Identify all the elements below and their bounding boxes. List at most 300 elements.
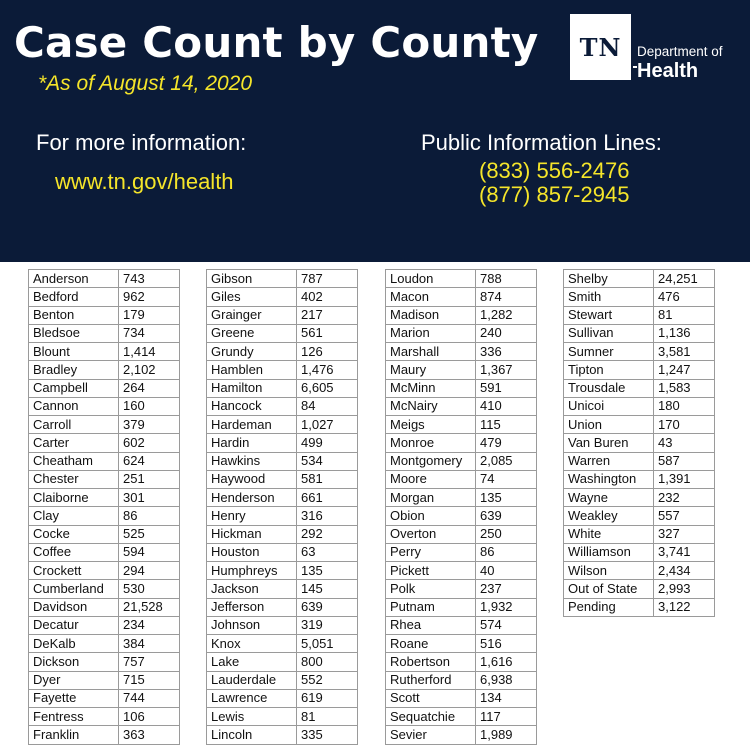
case-count: 594 [119,543,180,561]
case-count: 84 [297,397,358,415]
case-count: 379 [119,416,180,434]
table-row [386,361,537,379]
table-row [564,598,715,616]
table-row [564,343,715,361]
case-count: 3,122 [654,598,715,616]
county-name: Cannon [29,397,119,415]
table-row [386,671,537,689]
county-name: Marion [386,324,476,342]
county-name: Lake [207,653,297,671]
case-count: 516 [476,635,537,653]
county-name: Humphreys [207,562,297,580]
case-count: 787 [297,270,358,288]
county-name: Houston [207,543,297,561]
case-count: 499 [297,434,358,452]
county-name: Bradley [29,361,119,379]
county-name: Perry [386,543,476,561]
case-count: 180 [654,397,715,415]
table-row [386,598,537,616]
table-row [29,416,180,434]
county-name: Henderson [207,489,297,507]
table-row [29,470,180,488]
county-name: Hickman [207,525,297,543]
table-row [207,470,358,488]
table-row [564,470,715,488]
case-count: 126 [297,343,358,361]
table-row [207,288,358,306]
table-row [564,562,715,580]
case-count: 800 [297,653,358,671]
table-row [207,270,358,288]
county-name: Clay [29,507,119,525]
table-row [207,434,358,452]
table-row [207,562,358,580]
table-row [207,580,358,598]
case-count: 525 [119,525,180,543]
case-count: 744 [119,689,180,707]
case-count: 587 [654,452,715,470]
case-count: 170 [654,416,715,434]
county-name: DeKalb [29,635,119,653]
case-count: 319 [297,616,358,634]
case-count: 557 [654,507,715,525]
page-title: Case Count by County [14,18,539,67]
case-count: 251 [119,470,180,488]
case-count: 561 [297,324,358,342]
county-name: Lawrence [207,689,297,707]
county-name: Sumner [564,343,654,361]
table-row [29,397,180,415]
case-count: 3,581 [654,343,715,361]
table-row [564,379,715,397]
case-count: 1,282 [476,306,537,324]
case-count: 1,027 [297,416,358,434]
case-count: 301 [119,489,180,507]
case-count: 1,391 [654,470,715,488]
case-count: 81 [654,306,715,324]
case-count: 135 [297,562,358,580]
county-name: Grainger [207,306,297,324]
county-name: Chester [29,470,119,488]
county-name: Hardeman [207,416,297,434]
table-row [207,416,358,434]
county-name: Shelby [564,270,654,288]
info-lines-label: Public Information Lines: [421,130,662,155]
county-name: Pickett [386,562,476,580]
case-count: 788 [476,270,537,288]
county-table-4 [563,269,715,617]
county-name: Sequatchie [386,708,476,726]
table-row [386,616,537,634]
county-name: Crockett [29,562,119,580]
case-count: 410 [476,397,537,415]
case-count: 743 [119,270,180,288]
table-row [386,708,537,726]
table-row [29,562,180,580]
table-row [386,470,537,488]
table-row [386,726,537,744]
table-row [564,489,715,507]
county-name: Coffee [29,543,119,561]
county-name: Monroe [386,434,476,452]
case-count: 757 [119,653,180,671]
county-name: McMinn [386,379,476,397]
table-row [564,507,715,525]
case-count: 1,476 [297,361,358,379]
county-name: Rutherford [386,671,476,689]
case-count: 74 [476,470,537,488]
county-name: Morgan [386,489,476,507]
table-row [564,270,715,288]
table-row [207,726,358,744]
county-name: Trousdale [564,379,654,397]
county-name: Stewart [564,306,654,324]
table-row [29,343,180,361]
table-row [29,489,180,507]
case-count: 234 [119,616,180,634]
table-row [564,434,715,452]
county-name: Lincoln [207,726,297,744]
county-name: Carter [29,434,119,452]
county-name: Loudon [386,270,476,288]
tn-logo-mark: TN [570,14,631,80]
county-name: Wayne [564,489,654,507]
county-name: Cheatham [29,452,119,470]
tn-health-logo [570,14,740,84]
table-row [386,689,537,707]
table-row [207,653,358,671]
table-row [29,671,180,689]
case-count: 619 [297,689,358,707]
case-count: 1,932 [476,598,537,616]
table-row [29,708,180,726]
case-count: 86 [119,507,180,525]
case-count: 552 [297,671,358,689]
case-count: 240 [476,324,537,342]
county-name: Unicoi [564,397,654,415]
county-name: Henry [207,507,297,525]
case-count: 1,367 [476,361,537,379]
table-row [386,562,537,580]
case-count: 3,741 [654,543,715,561]
more-info-label: For more information: [36,130,247,155]
case-count: 117 [476,708,537,726]
county-name: Van Buren [564,434,654,452]
case-count: 1,583 [654,379,715,397]
header-banner [0,0,750,262]
county-name: Benton [29,306,119,324]
table-row [207,361,358,379]
county-name: Obion [386,507,476,525]
case-count: 476 [654,288,715,306]
table-row [29,616,180,634]
county-name: Bedford [29,288,119,306]
table-row [386,306,537,324]
county-name: Fentress [29,708,119,726]
case-count: 581 [297,470,358,488]
table-row [386,489,537,507]
case-count: 661 [297,489,358,507]
table-row [207,324,358,342]
case-count: 1,414 [119,343,180,361]
table-row [29,361,180,379]
case-count: 574 [476,616,537,634]
case-count: 81 [297,708,358,726]
county-name: Dickson [29,653,119,671]
case-count: 624 [119,452,180,470]
table-row [564,306,715,324]
case-count: 363 [119,726,180,744]
table-row [564,324,715,342]
case-count: 734 [119,324,180,342]
county-name: Smith [564,288,654,306]
county-name: Sevier [386,726,476,744]
case-count: 217 [297,306,358,324]
county-name: Franklin [29,726,119,744]
county-name: Union [564,416,654,434]
table-row [564,525,715,543]
county-name: Fayette [29,689,119,707]
county-name: Gibson [207,270,297,288]
case-count: 530 [119,580,180,598]
county-name: Hawkins [207,452,297,470]
case-count: 402 [297,288,358,306]
case-count: 237 [476,580,537,598]
table-row [564,580,715,598]
table-row [386,543,537,561]
table-row [29,324,180,342]
case-count: 316 [297,507,358,525]
logo-health-text: Health [637,60,699,82]
table-row [386,379,537,397]
case-count: 962 [119,288,180,306]
case-count: 715 [119,671,180,689]
county-name: Knox [207,635,297,653]
case-count: 639 [476,507,537,525]
table-row [386,397,537,415]
county-name: Pending [564,598,654,616]
table-row [207,689,358,707]
county-name: Williamson [564,543,654,561]
case-count: 135 [476,489,537,507]
table-row [386,434,537,452]
table-row [386,635,537,653]
table-row [207,489,358,507]
county-name: Marshall [386,343,476,361]
table-row [207,671,358,689]
county-tables [0,262,750,750]
case-count: 874 [476,288,537,306]
case-count: 1,989 [476,726,537,744]
case-count: 63 [297,543,358,561]
table-row [29,580,180,598]
table-row [29,434,180,452]
county-name: Sullivan [564,324,654,342]
case-count: 591 [476,379,537,397]
county-name: McNairy [386,397,476,415]
county-name: Anderson [29,270,119,288]
table-row [564,416,715,434]
county-name: Wilson [564,562,654,580]
county-name: Out of State [564,580,654,598]
table-row [386,507,537,525]
table-row [207,507,358,525]
table-row [386,653,537,671]
case-count: 6,938 [476,671,537,689]
case-count: 327 [654,525,715,543]
case-count: 232 [654,489,715,507]
table-row [207,306,358,324]
county-table-1 [28,269,180,745]
county-name: Jefferson [207,598,297,616]
county-table-2 [206,269,358,745]
case-count: 6,605 [297,379,358,397]
table-row [29,635,180,653]
case-count: 384 [119,635,180,653]
case-count: 21,528 [119,598,180,616]
case-count: 1,136 [654,324,715,342]
county-name: Rhea [386,616,476,634]
county-name: Overton [386,525,476,543]
county-name: Maury [386,361,476,379]
table-row [29,689,180,707]
county-name: Putnam [386,598,476,616]
county-name: Haywood [207,470,297,488]
case-count: 250 [476,525,537,543]
case-count: 5,051 [297,635,358,653]
table-row [29,598,180,616]
county-name: Johnson [207,616,297,634]
county-name: Washington [564,470,654,488]
county-name: Warren [564,452,654,470]
case-count: 160 [119,397,180,415]
case-count: 335 [297,726,358,744]
county-name: Hamilton [207,379,297,397]
county-name: Hardin [207,434,297,452]
county-name: Dyer [29,671,119,689]
county-name: Hamblen [207,361,297,379]
case-count: 1,616 [476,653,537,671]
county-table-3 [385,269,537,745]
phone-number-2[interactable]: (877) 857-2945 [479,182,630,207]
table-row [564,288,715,306]
table-row [29,270,180,288]
county-name: Jackson [207,580,297,598]
case-count: 24,251 [654,270,715,288]
table-row [29,452,180,470]
table-row [207,598,358,616]
table-row [386,452,537,470]
county-name: Hancock [207,397,297,415]
table-row [207,379,358,397]
county-name: Macon [386,288,476,306]
table-row [207,635,358,653]
phone-number-1[interactable]: (833) 556-2476 [479,158,630,183]
county-name: Cumberland [29,580,119,598]
table-row [29,507,180,525]
table-row [564,361,715,379]
case-count: 43 [654,434,715,452]
case-count: 294 [119,562,180,580]
county-name: Montgomery [386,452,476,470]
county-name: Weakley [564,507,654,525]
table-row [207,543,358,561]
table-row [564,543,715,561]
table-row [386,343,537,361]
county-name: Decatur [29,616,119,634]
case-count: 336 [476,343,537,361]
case-count: 602 [119,434,180,452]
case-count: 2,993 [654,580,715,598]
case-count: 86 [476,543,537,561]
case-count: 479 [476,434,537,452]
case-count: 1,247 [654,361,715,379]
case-count: 292 [297,525,358,543]
county-name: Giles [207,288,297,306]
table-row [207,452,358,470]
more-info-link[interactable]: www.tn.gov/health [55,169,234,194]
case-count: 264 [119,379,180,397]
table-row [29,543,180,561]
table-row [29,306,180,324]
case-count: 106 [119,708,180,726]
table-row [386,416,537,434]
table-row [386,288,537,306]
case-count: 115 [476,416,537,434]
table-row [564,452,715,470]
case-count: 179 [119,306,180,324]
case-count: 534 [297,452,358,470]
case-count: 2,102 [119,361,180,379]
county-name: Carroll [29,416,119,434]
table-row [207,343,358,361]
table-row [564,397,715,415]
table-row [386,580,537,598]
table-row [29,379,180,397]
table-row [386,525,537,543]
county-name: Moore [386,470,476,488]
table-row [29,525,180,543]
county-name: Blount [29,343,119,361]
county-name: Claiborne [29,489,119,507]
table-row [207,525,358,543]
case-count: 2,085 [476,452,537,470]
county-name: Greene [207,324,297,342]
table-row [386,324,537,342]
county-name: Campbell [29,379,119,397]
county-name: White [564,525,654,543]
county-name: Lauderdale [207,671,297,689]
logo-department-text: Department of [637,44,723,59]
county-name: Roane [386,635,476,653]
county-name: Tipton [564,361,654,379]
case-count: 2,434 [654,562,715,580]
case-count: 639 [297,598,358,616]
table-row [29,653,180,671]
case-count: 134 [476,689,537,707]
as-of-date: *As of August 14, 2020 [38,72,253,95]
table-row [386,270,537,288]
table-row [29,288,180,306]
table-row [207,708,358,726]
county-name: Bledsoe [29,324,119,342]
county-name: Davidson [29,598,119,616]
county-name: Scott [386,689,476,707]
county-name: Madison [386,306,476,324]
county-name: Grundy [207,343,297,361]
table-row [207,616,358,634]
county-name: Lewis [207,708,297,726]
